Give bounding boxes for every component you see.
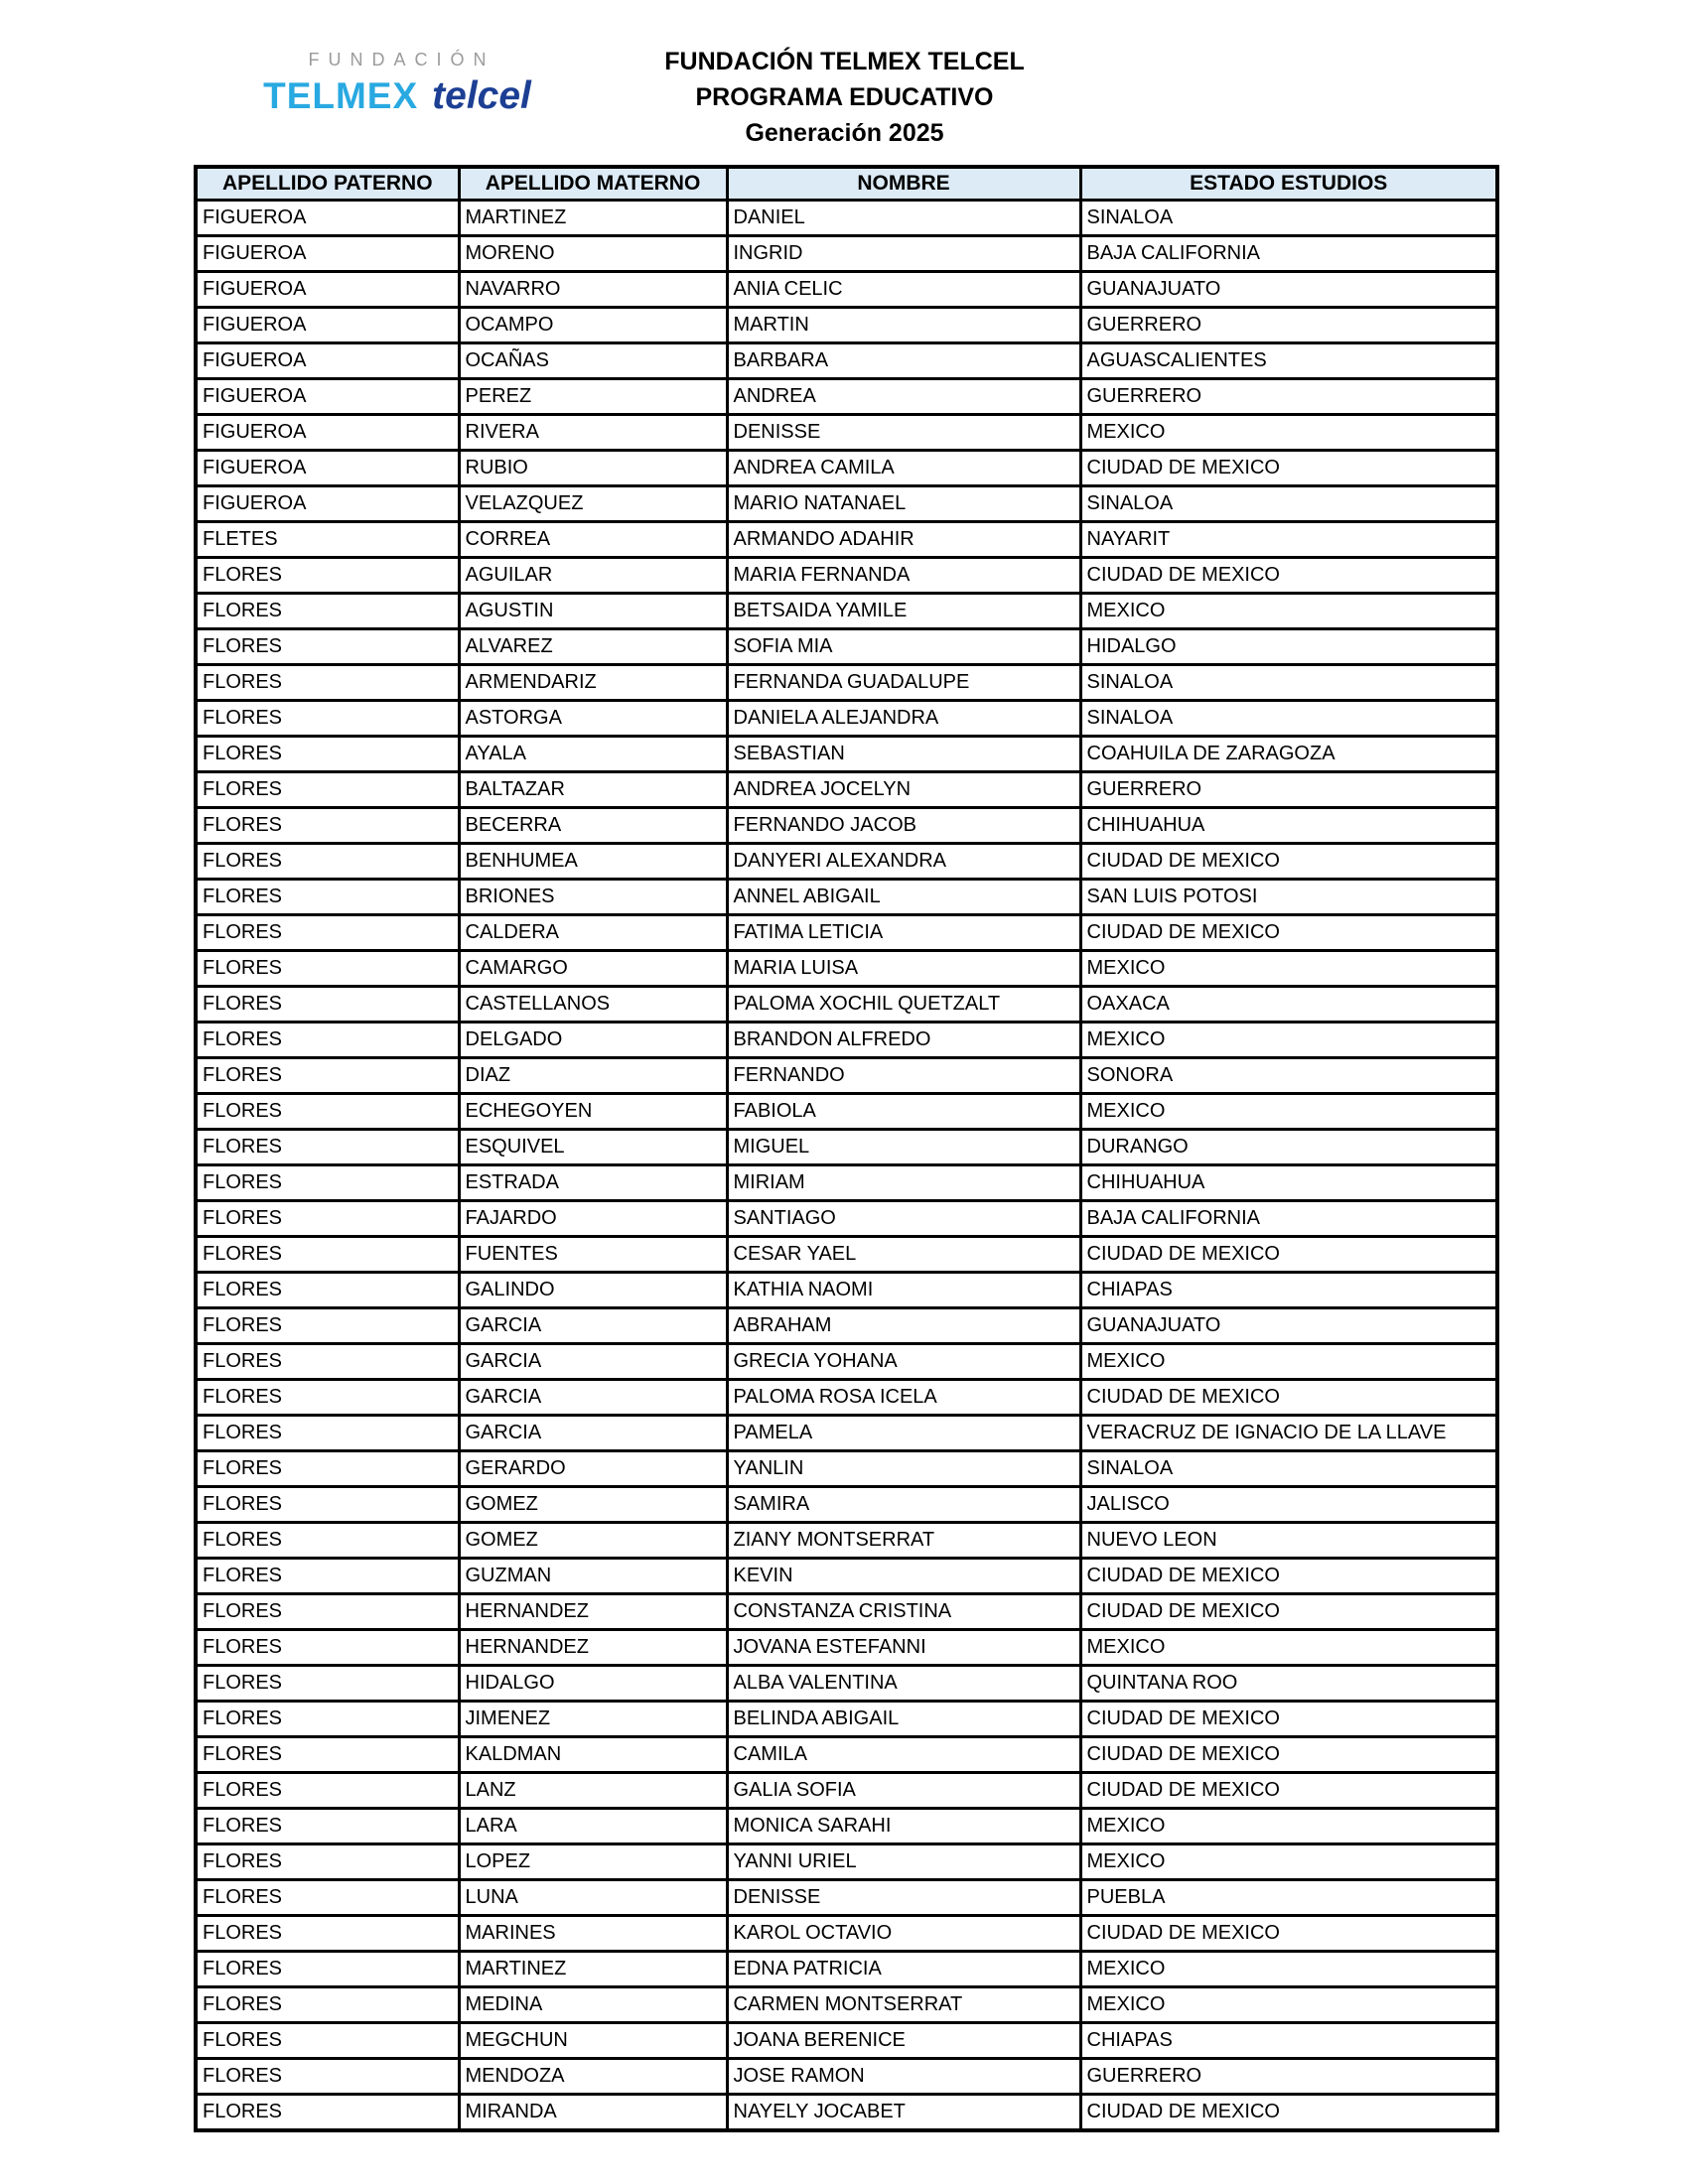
table-row	[196, 486, 1497, 522]
cell-apellido-paterno: FIGUEROA	[196, 451, 459, 486]
table-row	[196, 1987, 1497, 2023]
cell-apellido-paterno: FLORES	[196, 1094, 459, 1130]
table-row	[196, 1630, 1497, 1666]
cell-nombre: CARMEN MONTSERRAT	[727, 1987, 1080, 2023]
cell-apellido-materno: PEREZ	[459, 379, 727, 415]
cell-nombre: CESAR YAEL	[727, 1237, 1080, 1273]
cell-estado-estudios: MEXICO	[1080, 594, 1497, 629]
cell-apellido-paterno: FLORES	[196, 1380, 459, 1416]
table-row	[196, 1880, 1497, 1916]
cell-apellido-paterno: FLORES	[196, 1165, 459, 1201]
table-row	[196, 308, 1497, 343]
table-row	[196, 1130, 1497, 1165]
cell-nombre: DENISSE	[727, 1880, 1080, 1916]
cell-estado-estudios: GUERRERO	[1080, 772, 1497, 808]
cell-estado-estudios: JALISCO	[1080, 1487, 1497, 1523]
table-row	[196, 1165, 1497, 1201]
table-row	[196, 2059, 1497, 2095]
cell-nombre: ANDREA JOCELYN	[727, 772, 1080, 808]
cell-apellido-materno: AYALA	[459, 737, 727, 772]
cell-apellido-materno: NAVARRO	[459, 272, 727, 308]
cell-apellido-materno: BENHUMEA	[459, 844, 727, 880]
cell-nombre: FERNANDO JACOB	[727, 808, 1080, 844]
cell-apellido-materno: GARCIA	[459, 1416, 727, 1451]
cell-apellido-materno: CASTELLANOS	[459, 987, 727, 1023]
table-row	[196, 594, 1497, 629]
table-row	[196, 880, 1497, 915]
table-row	[196, 737, 1497, 772]
cell-nombre: DENISSE	[727, 415, 1080, 451]
cell-apellido-materno: DELGADO	[459, 1023, 727, 1058]
cell-estado-estudios: CHIHUAHUA	[1080, 808, 1497, 844]
cell-estado-estudios: MEXICO	[1080, 1630, 1497, 1666]
cell-nombre: NAYELY JOCABET	[727, 2095, 1080, 2131]
header-apellido-paterno: APELLIDO PATERNO	[196, 167, 459, 201]
table-row	[196, 1594, 1497, 1630]
cell-nombre: MONICA SARAHI	[727, 1809, 1080, 1844]
cell-estado-estudios: CIUDAD DE MEXICO	[1080, 1559, 1497, 1594]
cell-nombre: ANDREA CAMILA	[727, 451, 1080, 486]
cell-apellido-paterno: FLORES	[196, 1987, 459, 2023]
cell-estado-estudios: CIUDAD DE MEXICO	[1080, 558, 1497, 594]
table-row	[196, 1773, 1497, 1809]
cell-nombre: YANLIN	[727, 1451, 1080, 1487]
cell-apellido-paterno: FLORES	[196, 1844, 459, 1880]
table-row	[196, 1416, 1497, 1451]
cell-estado-estudios: CIUDAD DE MEXICO	[1080, 1702, 1497, 1737]
cell-apellido-paterno: FLORES	[196, 1058, 459, 1094]
cell-apellido-paterno: FLORES	[196, 701, 459, 737]
title-line-3: Generación 2025	[745, 119, 944, 147]
cell-apellido-materno: BECERRA	[459, 808, 727, 844]
cell-estado-estudios: QUINTANA ROO	[1080, 1666, 1497, 1702]
cell-nombre: MARTIN	[727, 308, 1080, 343]
cell-apellido-paterno: FLORES	[196, 737, 459, 772]
cell-nombre: PALOMA ROSA ICELA	[727, 1380, 1080, 1416]
cell-nombre: JOANA BERENICE	[727, 2023, 1080, 2059]
table-row	[196, 1380, 1497, 1416]
table-row	[196, 629, 1497, 665]
cell-nombre: YANNI URIEL	[727, 1844, 1080, 1880]
cell-apellido-paterno: FLORES	[196, 558, 459, 594]
header-estado-estudios: ESTADO ESTUDIOS	[1080, 167, 1497, 201]
cell-apellido-materno: RUBIO	[459, 451, 727, 486]
cell-nombre: INGRID	[727, 236, 1080, 272]
table-body	[196, 201, 1497, 2131]
cell-nombre: ABRAHAM	[727, 1308, 1080, 1344]
cell-estado-estudios: NAYARIT	[1080, 522, 1497, 558]
cell-apellido-paterno: FLORES	[196, 1416, 459, 1451]
header-apellido-materno: APELLIDO MATERNO	[459, 167, 727, 201]
cell-apellido-materno: CAMARGO	[459, 951, 727, 987]
table-row	[196, 2095, 1497, 2131]
cell-nombre: DANIEL	[727, 201, 1080, 236]
cell-estado-estudios: GUERRERO	[1080, 2059, 1497, 2095]
cell-apellido-paterno: FLORES	[196, 1130, 459, 1165]
cell-estado-estudios: CIUDAD DE MEXICO	[1080, 2095, 1497, 2131]
cell-nombre: KATHIA NAOMI	[727, 1273, 1080, 1308]
cell-apellido-paterno: FIGUEROA	[196, 486, 459, 522]
cell-apellido-paterno: FLORES	[196, 2059, 459, 2095]
table-row	[196, 1809, 1497, 1844]
cell-estado-estudios: CIUDAD DE MEXICO	[1080, 1380, 1497, 1416]
cell-apellido-materno: HERNANDEZ	[459, 1630, 727, 1666]
cell-nombre: MARIO NATANAEL	[727, 486, 1080, 522]
cell-apellido-materno: ALVAREZ	[459, 629, 727, 665]
table-row	[196, 522, 1497, 558]
cell-apellido-materno: GARCIA	[459, 1344, 727, 1380]
table-row	[196, 1702, 1497, 1737]
cell-nombre: MIGUEL	[727, 1130, 1080, 1165]
cell-apellido-materno: GOMEZ	[459, 1487, 727, 1523]
cell-nombre: GRECIA YOHANA	[727, 1344, 1080, 1380]
cell-estado-estudios: CIUDAD DE MEXICO	[1080, 1737, 1497, 1773]
cell-apellido-paterno: FLORES	[196, 1451, 459, 1487]
logo-fundacion-text: FUNDACIÓN	[308, 50, 495, 69]
cell-nombre: FERNANDA GUADALUPE	[727, 665, 1080, 701]
table-row	[196, 808, 1497, 844]
cell-estado-estudios: GUERRERO	[1080, 379, 1497, 415]
table-row	[196, 1094, 1497, 1130]
cell-apellido-paterno: FLORES	[196, 1737, 459, 1773]
table-row	[196, 1023, 1497, 1058]
cell-apellido-materno: GUZMAN	[459, 1559, 727, 1594]
cell-apellido-paterno: FLORES	[196, 951, 459, 987]
header-nombre: NOMBRE	[727, 167, 1080, 201]
cell-apellido-materno: GERARDO	[459, 1451, 727, 1487]
cell-nombre: JOVANA ESTEFANNI	[727, 1630, 1080, 1666]
table-row	[196, 844, 1497, 880]
cell-apellido-materno: JIMENEZ	[459, 1702, 727, 1737]
logo-telmex-text: TELMEX	[263, 75, 419, 116]
cell-apellido-paterno: FLORES	[196, 987, 459, 1023]
cell-apellido-materno: KALDMAN	[459, 1737, 727, 1773]
table-row	[196, 951, 1497, 987]
cell-estado-estudios: GUANAJUATO	[1080, 272, 1497, 308]
title-line-1: FUNDACIÓN TELMEX TELCEL	[664, 48, 1025, 75]
cell-apellido-materno: ASTORGA	[459, 701, 727, 737]
cell-estado-estudios: GUANAJUATO	[1080, 1308, 1497, 1344]
cell-apellido-materno: MARINES	[459, 1916, 727, 1952]
cell-apellido-materno: MARTINEZ	[459, 1952, 727, 1987]
cell-apellido-paterno: FLORES	[196, 1344, 459, 1380]
cell-apellido-materno: CORREA	[459, 522, 727, 558]
cell-apellido-materno: MEGCHUN	[459, 2023, 727, 2059]
cell-apellido-paterno: FIGUEROA	[196, 201, 459, 236]
table-row	[196, 1273, 1497, 1308]
cell-nombre: ZIANY MONTSERRAT	[727, 1523, 1080, 1559]
cell-nombre: SOFIA MIA	[727, 629, 1080, 665]
cell-nombre: SEBASTIAN	[727, 737, 1080, 772]
title-line-2: PROGRAMA EDUCATIVO	[695, 83, 994, 111]
cell-nombre: CONSTANZA CRISTINA	[727, 1594, 1080, 1630]
cell-apellido-paterno: FLETES	[196, 522, 459, 558]
cell-apellido-paterno: FLORES	[196, 1594, 459, 1630]
cell-nombre: ANIA CELIC	[727, 272, 1080, 308]
cell-estado-estudios: CIUDAD DE MEXICO	[1080, 1594, 1497, 1630]
cell-apellido-materno: FUENTES	[459, 1237, 727, 1273]
cell-nombre: GALIA SOFIA	[727, 1773, 1080, 1809]
cell-apellido-paterno: FLORES	[196, 844, 459, 880]
cell-apellido-materno: GALINDO	[459, 1273, 727, 1308]
cell-apellido-paterno: FLORES	[196, 2095, 459, 2131]
cell-apellido-paterno: FLORES	[196, 1273, 459, 1308]
cell-estado-estudios: MEXICO	[1080, 1023, 1497, 1058]
table-header-row	[196, 167, 1497, 201]
cell-nombre: KAROL OCTAVIO	[727, 1916, 1080, 1952]
cell-apellido-paterno: FIGUEROA	[196, 236, 459, 272]
cell-apellido-paterno: FLORES	[196, 594, 459, 629]
cell-apellido-paterno: FLORES	[196, 629, 459, 665]
table-row	[196, 1952, 1497, 1987]
cell-apellido-paterno: FLORES	[196, 1308, 459, 1344]
cell-apellido-paterno: FIGUEROA	[196, 415, 459, 451]
table-row	[196, 1737, 1497, 1773]
cell-apellido-materno: LUNA	[459, 1880, 727, 1916]
cell-estado-estudios: OAXACA	[1080, 987, 1497, 1023]
cell-apellido-materno: AGUSTIN	[459, 594, 727, 629]
cell-nombre: ARMANDO ADAHIR	[727, 522, 1080, 558]
cell-nombre: KEVIN	[727, 1559, 1080, 1594]
cell-apellido-materno: HERNANDEZ	[459, 1594, 727, 1630]
cell-estado-estudios: MEXICO	[1080, 1344, 1497, 1380]
cell-estado-estudios: COAHUILA DE ZARAGOZA	[1080, 737, 1497, 772]
table-row	[196, 1844, 1497, 1880]
cell-nombre: BETSAIDA YAMILE	[727, 594, 1080, 629]
cell-apellido-materno: MORENO	[459, 236, 727, 272]
cell-estado-estudios: PUEBLA	[1080, 1880, 1497, 1916]
cell-nombre: MARIA LUISA	[727, 951, 1080, 987]
table-row	[196, 1559, 1497, 1594]
cell-estado-estudios: DURANGO	[1080, 1130, 1497, 1165]
table-row	[196, 1201, 1497, 1237]
cell-apellido-paterno: FLORES	[196, 772, 459, 808]
cell-estado-estudios: CIUDAD DE MEXICO	[1080, 844, 1497, 880]
cell-apellido-materno: VELAZQUEZ	[459, 486, 727, 522]
cell-apellido-paterno: FLORES	[196, 1523, 459, 1559]
cell-apellido-materno: GOMEZ	[459, 1523, 727, 1559]
cell-apellido-materno: CALDERA	[459, 915, 727, 951]
cell-nombre: ANNEL ABIGAIL	[727, 880, 1080, 915]
cell-apellido-paterno: FLORES	[196, 1809, 459, 1844]
cell-estado-estudios: SAN LUIS POTOSI	[1080, 880, 1497, 915]
cell-apellido-paterno: FIGUEROA	[196, 379, 459, 415]
cell-estado-estudios: MEXICO	[1080, 1809, 1497, 1844]
cell-apellido-materno: MENDOZA	[459, 2059, 727, 2095]
table-row	[196, 272, 1497, 308]
cell-apellido-paterno: FLORES	[196, 1916, 459, 1952]
cell-estado-estudios: MEXICO	[1080, 951, 1497, 987]
cell-nombre: MARIA FERNANDA	[727, 558, 1080, 594]
cell-estado-estudios: HIDALGO	[1080, 629, 1497, 665]
table-row	[196, 2023, 1497, 2059]
cell-nombre: PAMELA	[727, 1416, 1080, 1451]
cell-apellido-paterno: FIGUEROA	[196, 343, 459, 379]
table-row	[196, 1523, 1497, 1559]
cell-apellido-materno: LOPEZ	[459, 1844, 727, 1880]
cell-estado-estudios: SONORA	[1080, 1058, 1497, 1094]
cell-apellido-materno: ECHEGOYEN	[459, 1094, 727, 1130]
table-row	[196, 236, 1497, 272]
cell-apellido-materno: GARCIA	[459, 1380, 727, 1416]
cell-apellido-materno: ARMENDARIZ	[459, 665, 727, 701]
cell-estado-estudios: CHIAPAS	[1080, 1273, 1497, 1308]
cell-apellido-paterno: FLORES	[196, 1201, 459, 1237]
cell-nombre: FERNANDO	[727, 1058, 1080, 1094]
cell-apellido-paterno: FLORES	[196, 1237, 459, 1273]
table-row	[196, 1237, 1497, 1273]
cell-estado-estudios: CIUDAD DE MEXICO	[1080, 915, 1497, 951]
cell-estado-estudios: GUERRERO	[1080, 308, 1497, 343]
table-row	[196, 343, 1497, 379]
table-row	[196, 1344, 1497, 1380]
cell-estado-estudios: AGUASCALIENTES	[1080, 343, 1497, 379]
cell-apellido-materno: DIAZ	[459, 1058, 727, 1094]
cell-nombre: SAMIRA	[727, 1487, 1080, 1523]
cell-nombre: BELINDA ABIGAIL	[727, 1702, 1080, 1737]
cell-apellido-paterno: FLORES	[196, 1702, 459, 1737]
cell-apellido-paterno: FLORES	[196, 1952, 459, 1987]
logo-telcel-text: telcel	[432, 74, 531, 117]
cell-apellido-paterno: FLORES	[196, 665, 459, 701]
cell-apellido-paterno: FLORES	[196, 1880, 459, 1916]
cell-apellido-materno: GARCIA	[459, 1308, 727, 1344]
cell-apellido-paterno: FLORES	[196, 1666, 459, 1702]
cell-estado-estudios: CIUDAD DE MEXICO	[1080, 451, 1497, 486]
students-table	[194, 165, 1499, 2132]
cell-nombre: DANYERI ALEXANDRA	[727, 844, 1080, 880]
cell-estado-estudios: MEXICO	[1080, 415, 1497, 451]
cell-nombre: JOSE RAMON	[727, 2059, 1080, 2095]
cell-nombre: ANDREA	[727, 379, 1080, 415]
cell-apellido-paterno: FLORES	[196, 808, 459, 844]
cell-estado-estudios: SINALOA	[1080, 1451, 1497, 1487]
cell-nombre: PALOMA XOCHIL QUETZALT	[727, 987, 1080, 1023]
cell-apellido-paterno: FLORES	[196, 1487, 459, 1523]
cell-apellido-materno: MEDINA	[459, 1987, 727, 2023]
cell-estado-estudios: MEXICO	[1080, 1987, 1497, 2023]
cell-estado-estudios: MEXICO	[1080, 1844, 1497, 1880]
cell-estado-estudios: VERACRUZ DE IGNACIO DE LA LLAVE	[1080, 1416, 1497, 1451]
cell-apellido-paterno: FLORES	[196, 2023, 459, 2059]
cell-apellido-materno: LANZ	[459, 1773, 727, 1809]
table-row	[196, 1916, 1497, 1952]
cell-nombre: EDNA PATRICIA	[727, 1952, 1080, 1987]
cell-estado-estudios: MEXICO	[1080, 1094, 1497, 1130]
cell-apellido-materno: RIVERA	[459, 415, 727, 451]
cell-apellido-materno: MARTINEZ	[459, 201, 727, 236]
cell-apellido-paterno: FIGUEROA	[196, 308, 459, 343]
table-row	[196, 415, 1497, 451]
cell-estado-estudios: SINALOA	[1080, 201, 1497, 236]
cell-apellido-materno: BALTAZAR	[459, 772, 727, 808]
cell-estado-estudios: CHIAPAS	[1080, 2023, 1497, 2059]
cell-estado-estudios: SINALOA	[1080, 701, 1497, 737]
cell-estado-estudios: SINALOA	[1080, 665, 1497, 701]
cell-estado-estudios: MEXICO	[1080, 1952, 1497, 1987]
cell-apellido-materno: ESTRADA	[459, 1165, 727, 1201]
cell-nombre: FABIOLA	[727, 1094, 1080, 1130]
table-row	[196, 379, 1497, 415]
cell-estado-estudios: BAJA CALIFORNIA	[1080, 1201, 1497, 1237]
cell-estado-estudios: SINALOA	[1080, 486, 1497, 522]
cell-estado-estudios: CIUDAD DE MEXICO	[1080, 1237, 1497, 1273]
cell-estado-estudios: BAJA CALIFORNIA	[1080, 236, 1497, 272]
cell-nombre: BARBARA	[727, 343, 1080, 379]
cell-nombre: SANTIAGO	[727, 1201, 1080, 1237]
cell-apellido-materno: ESQUIVEL	[459, 1130, 727, 1165]
table-row	[196, 1058, 1497, 1094]
cell-nombre: DANIELA ALEJANDRA	[727, 701, 1080, 737]
cell-apellido-materno: OCAÑAS	[459, 343, 727, 379]
cell-nombre: ALBA VALENTINA	[727, 1666, 1080, 1702]
cell-apellido-paterno: FLORES	[196, 1559, 459, 1594]
table-row	[196, 1451, 1497, 1487]
cell-estado-estudios: NUEVO LEON	[1080, 1523, 1497, 1559]
cell-apellido-paterno: FLORES	[196, 1773, 459, 1809]
table-row	[196, 1487, 1497, 1523]
table-row	[196, 201, 1497, 236]
cell-estado-estudios: CIUDAD DE MEXICO	[1080, 1773, 1497, 1809]
cell-apellido-materno: OCAMPO	[459, 308, 727, 343]
table-row	[196, 1666, 1497, 1702]
document-title	[194, 44, 1495, 151]
cell-apellido-paterno: FLORES	[196, 915, 459, 951]
table-row	[196, 701, 1497, 737]
table-row	[196, 1308, 1497, 1344]
cell-estado-estudios: CIUDAD DE MEXICO	[1080, 1916, 1497, 1952]
cell-apellido-materno: MIRANDA	[459, 2095, 727, 2131]
table-row	[196, 451, 1497, 486]
cell-nombre: MIRIAM	[727, 1165, 1080, 1201]
cell-nombre: BRANDON ALFREDO	[727, 1023, 1080, 1058]
cell-apellido-materno: AGUILAR	[459, 558, 727, 594]
table-row	[196, 915, 1497, 951]
cell-apellido-materno: HIDALGO	[459, 1666, 727, 1702]
cell-apellido-paterno: FLORES	[196, 1023, 459, 1058]
table-row	[196, 772, 1497, 808]
cell-apellido-paterno: FLORES	[196, 1630, 459, 1666]
cell-apellido-paterno: FIGUEROA	[196, 272, 459, 308]
cell-apellido-materno: BRIONES	[459, 880, 727, 915]
table-row	[196, 558, 1497, 594]
table-row	[196, 665, 1497, 701]
cell-apellido-materno: FAJARDO	[459, 1201, 727, 1237]
cell-apellido-materno: LARA	[459, 1809, 727, 1844]
table-row	[196, 987, 1497, 1023]
cell-apellido-paterno: FLORES	[196, 880, 459, 915]
cell-nombre: CAMILA	[727, 1737, 1080, 1773]
cell-nombre: FATIMA LETICIA	[727, 915, 1080, 951]
cell-estado-estudios: CHIHUAHUA	[1080, 1165, 1497, 1201]
